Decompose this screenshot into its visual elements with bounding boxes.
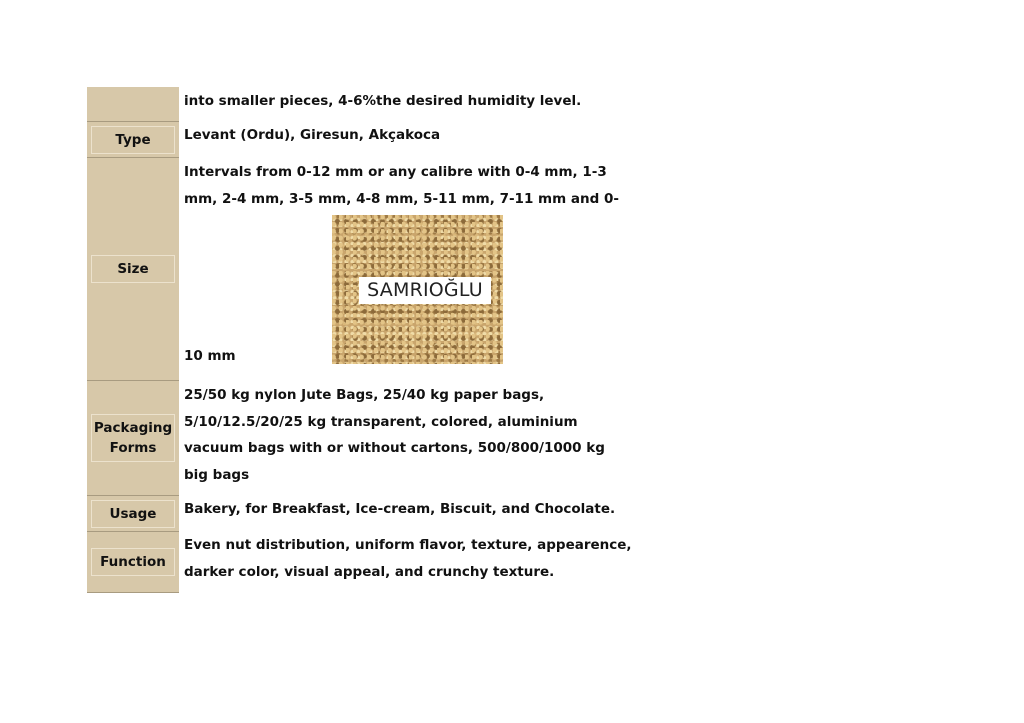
content-line: Levant (Ordu), Giresun, Akçakoca	[184, 127, 441, 143]
content-line: into smaller pieces, 4-6%the desired humidity level.	[184, 93, 582, 109]
row-label-cell	[87, 87, 179, 122]
content-line: Intervals from 0-12 mm or any calibre with 0-4 mm, 1-3	[184, 164, 607, 180]
row-content	[179, 381, 627, 496]
content-line: 10 mm	[184, 348, 236, 364]
content-line: vacuum bags with or without cartons, 500/800/1000 kg	[184, 440, 605, 456]
content-line: mm, 2-4 mm, 3-5 mm, 4-8 mm, 5-11 mm, 7-11 mm and 0-	[184, 190, 619, 207]
table-row-packaging	[87, 381, 627, 496]
content-line: big bags	[184, 466, 250, 483]
row-content	[179, 496, 627, 532]
label-line: Forms	[109, 440, 157, 456]
row-label-cell	[87, 496, 179, 532]
row-label-type: Type	[91, 126, 175, 154]
row-label-function: Function	[91, 548, 175, 576]
row-label-cell	[87, 381, 179, 496]
brand-label: SAMRIOĞLU	[359, 277, 491, 304]
row-label-cell	[87, 532, 179, 593]
spec-table	[87, 87, 632, 593]
row-label-cell	[87, 158, 179, 381]
table-row-usage	[87, 496, 627, 532]
table-row-size	[87, 158, 627, 381]
table-row-intro	[87, 87, 627, 122]
content-line: Bakery, for Breakfast, Ice-cream, Biscuit, and Chocolate.	[184, 501, 616, 517]
content-line: darker color, visual appeal, and crunchy texture.	[184, 563, 555, 580]
row-label-usage: Usage	[91, 500, 175, 528]
row-label-cell	[87, 122, 179, 158]
row-content	[179, 122, 627, 158]
content-line: Even nut distribution, uniform flavor, texture, appearence,	[184, 537, 632, 553]
hazelnut-sample-image	[332, 215, 503, 364]
content-line: 25/50 kg nylon Jute Bags, 25/40 kg paper bags,	[184, 387, 545, 403]
row-content	[179, 158, 627, 381]
row-label-size: Size	[91, 255, 175, 283]
row-label-packaging	[91, 414, 175, 462]
content-line: 5/10/12.5/20/25 kg transparent, colored, aluminium	[184, 413, 578, 430]
table-row-function	[87, 532, 632, 593]
table-row-type	[87, 122, 627, 158]
label-line: Packaging	[93, 420, 173, 436]
row-content	[179, 532, 632, 593]
row-content	[179, 87, 627, 122]
